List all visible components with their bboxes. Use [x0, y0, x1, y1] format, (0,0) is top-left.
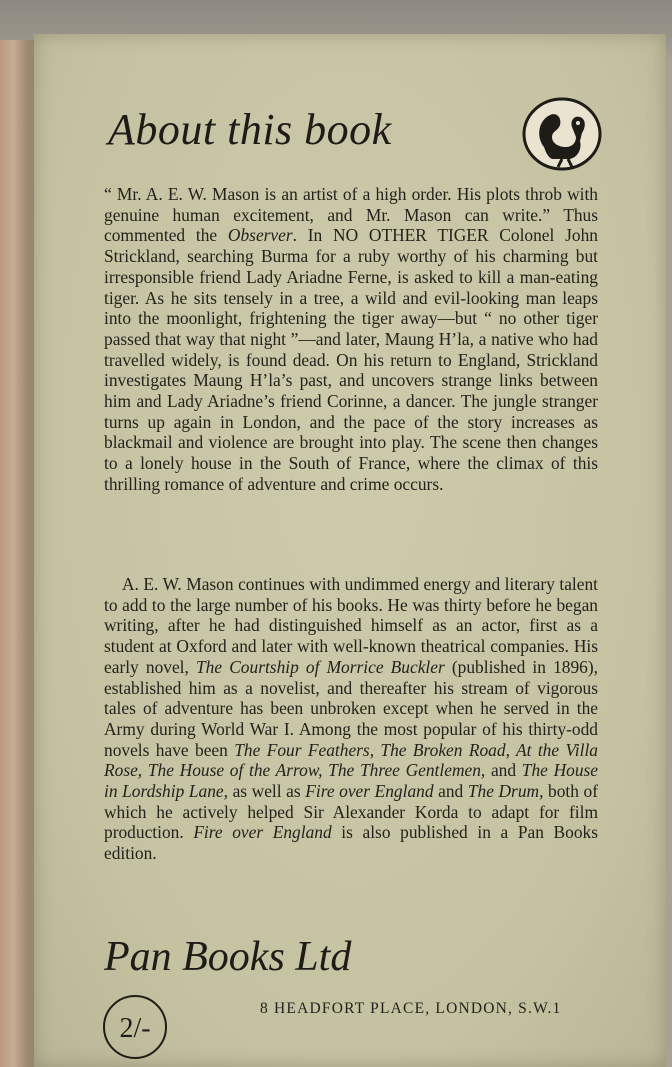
page-title: About this book — [108, 105, 392, 154]
price-label: 2/- — [119, 1013, 151, 1044]
price-badge — [100, 992, 170, 1062]
publisher-address: 8 HEADFORT PLACE, LONDON, S.W.1 — [260, 1000, 562, 1017]
pan-squirrel-logo-icon — [522, 97, 602, 171]
synopsis-paragraph: “ Mr. A. E. W. Mason is an artist of a high order. His plots throb with genuine human excitement, and Mr. Mason can write.” Thus commented the Observer. In NO OTHER TIGER Colonel John Strickland, searching Burma for a ruby worthy of his charming but irresponsible friend Lady Ariadne Ferne, is asked to kill a man-eating tiger. As he sits tensely in a tree, a wild and evil-looking man leaps into the moonlight, frightening the tiger away—but “ no other tiger passed that way that night ”—and later, Maung H’la, a native who had travelled widely, is found dead. On his return to England, Strickland investigates Maung H’la’s past, and uncovers strange links between him and Lady Ariadne’s friend Corinne, a dancer. The jungle stranger turns up again in London, and the pace of the story increases as blackmail and violence are brought into play. The scene then changes to a lonely house in the South of France, where the climax of this thrilling romance of adventure and crime occurs. — [104, 184, 598, 494]
publisher-name: Pan Books Ltd — [104, 934, 352, 980]
book-spine — [0, 40, 38, 1067]
author-paragraph: A. E. W. Mason continues with undimmed energy and literary talent to add to the large number of his books. He was thirty before he began writing, after he had distinguished himself as an actor, first as a student at Oxford and later with well-known theatrical companies. His early novel, The Courtship of Morrice Buckler (published in 1896), established him as a novelist, and thereafter his stream of vigorous tales of adventure has been unbroken except when he served in the Army during World War I. Among the most popular of his thirty-odd novels have been The Four Feathers, The Broken Road, At the Villa Rose, The House of the Arrow, The Three Gentlemen, and The House in Lordship Lane, as well as Fire over England and The Drum, both of which he actively helped Sir Alexander Korda to adapt for film production. Fire over England is also published in a Pan Books edition. — [104, 574, 599, 864]
